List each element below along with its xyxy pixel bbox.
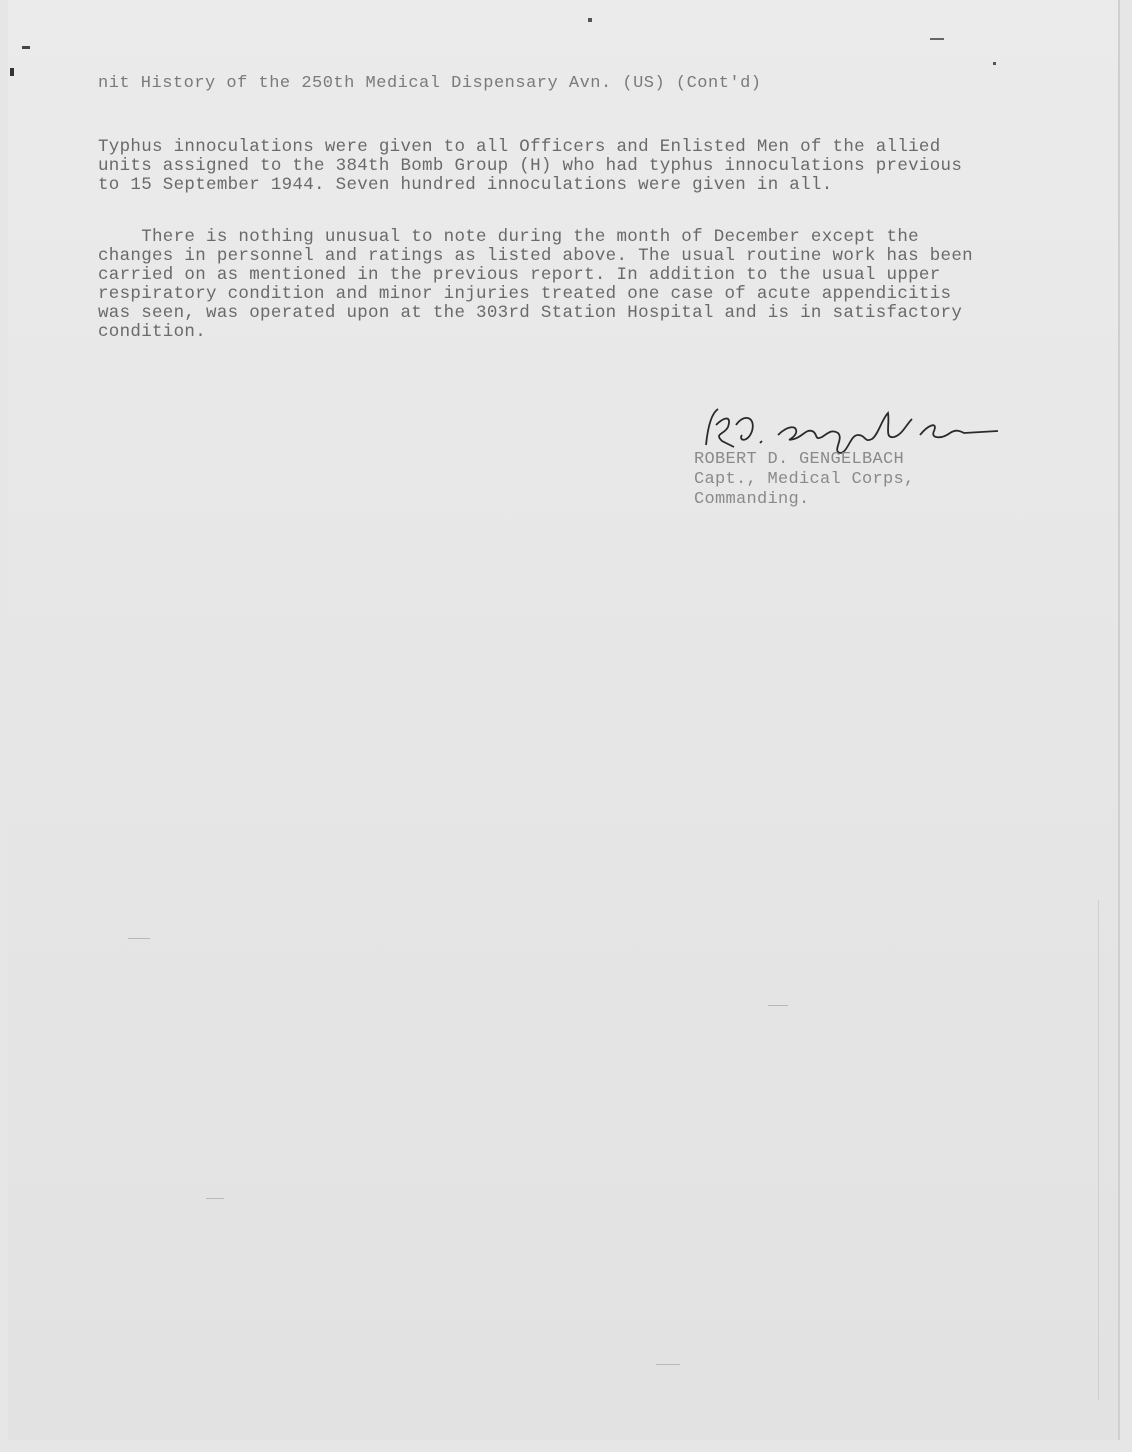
document-page xyxy=(8,0,1120,1440)
signature-block xyxy=(694,450,915,510)
page-mark xyxy=(22,46,30,49)
page-mark xyxy=(930,38,944,40)
paragraph-line: respiratory condition and minor injuries treated one case of acute appendicitis xyxy=(98,284,952,304)
scan-artifact xyxy=(128,938,150,939)
paragraph-line: Typhus innoculations were given to all Officers and Enlisted Men of the allied xyxy=(98,137,941,157)
scan-artifact xyxy=(656,1364,680,1365)
scan-artifact xyxy=(206,1198,224,1199)
page-mark xyxy=(10,68,14,76)
paragraph-typhus xyxy=(98,138,1028,195)
paragraph-line: to 15 September 1944. Seven hundred innoculations were given in all. xyxy=(98,175,833,195)
paragraph-line: condition. xyxy=(98,322,207,342)
signer-rank: Capt., Medical Corps, xyxy=(694,470,915,489)
paragraph-december xyxy=(98,228,1028,342)
paragraph-line: units assigned to the 384th Bomb Group (H) who had typhus innoculations previous xyxy=(98,156,963,176)
page-mark xyxy=(588,18,592,22)
signer-name: ROBERT D. GENGELBACH xyxy=(694,450,905,469)
paragraph-line: was seen, was operated upon at the 303rd Station Hospital and is in satisfactory xyxy=(98,303,963,323)
document-header: nit History of the 250th Medical Dispensary Avn. (US) (Cont'd) xyxy=(98,74,762,93)
scan-artifact xyxy=(1098,900,1099,1400)
signer-role: Commanding. xyxy=(694,490,810,509)
paragraph-line: changes in personnel and ratings as listed above. The usual routine work has been xyxy=(98,246,973,266)
paragraph-line: There is nothing unusual to note during the month of December except the xyxy=(98,227,919,247)
scan-artifact xyxy=(768,1005,788,1006)
page-mark xyxy=(993,62,996,65)
paragraph-line: carried on as mentioned in the previous report. In addition to the usual upper xyxy=(98,265,941,285)
